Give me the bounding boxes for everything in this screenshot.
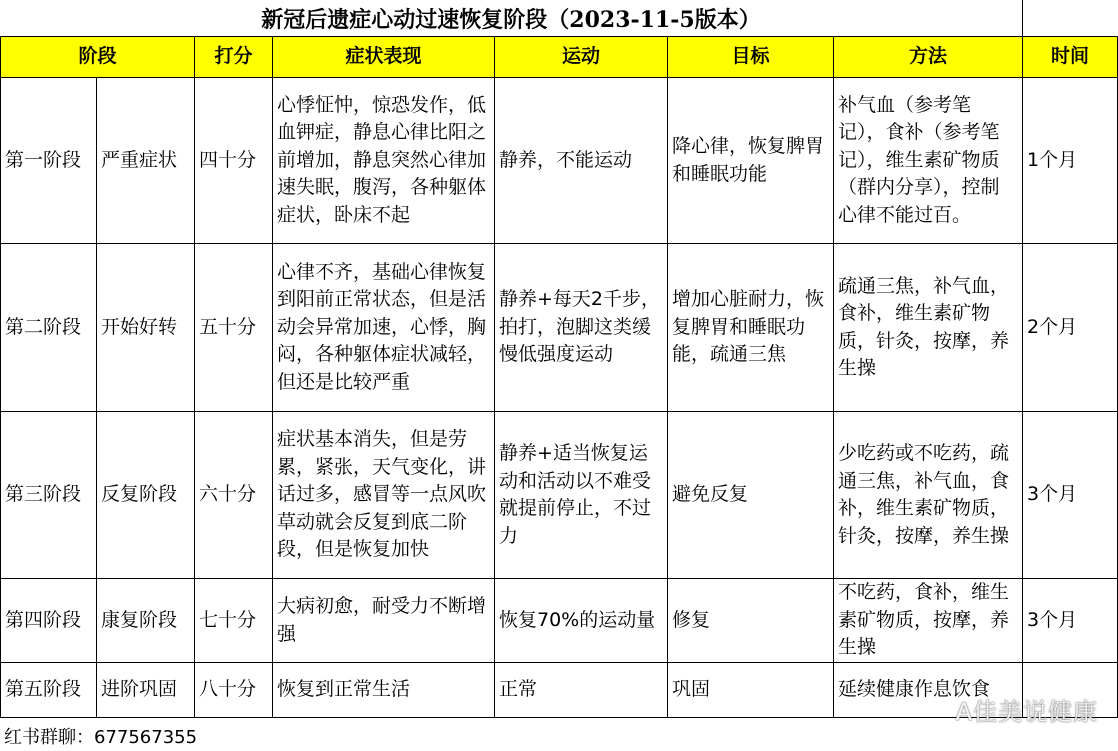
- table-row: [1, 663, 1118, 718]
- header-time: 时间: [1023, 37, 1118, 78]
- group-chat-note: 红书群聊：677567355: [4, 727, 198, 748]
- header-symptoms: 症状表现: [273, 37, 495, 78]
- cell-level: 反复阶段: [97, 412, 195, 579]
- cell-method: 少吃药或不吃药，疏通三焦，补气血，食补，维生素矿物质，针灸，按摩，养生操: [834, 412, 1023, 579]
- cell-symptoms: 症状基本消失，但是劳累，紧张，天气变化，讲话过多，感冒等一点风吹草动就会反复到底二阶段，但是恢复加快: [273, 412, 495, 579]
- cell-exercise: 静养+每天2千步，拍打，泡脚这类缓慢低强度运动: [495, 244, 668, 412]
- cell-time: 3个月: [1023, 412, 1118, 579]
- cell-score: 六十分: [195, 412, 273, 579]
- cell-goal: 巩固: [668, 663, 834, 718]
- cell-exercise: 正常: [495, 663, 668, 718]
- table-row: [1, 244, 1118, 412]
- cell-method: 疏通三焦，补气血，食补，维生素矿物质，针灸，按摩，养生操: [834, 244, 1023, 412]
- header-stage: 阶段: [1, 37, 195, 78]
- table-row: [1, 78, 1118, 244]
- cell-time: 3个月: [1023, 579, 1118, 663]
- watermark: A佳美说健康: [955, 698, 1098, 726]
- page-title: 新冠后遗症心动过速恢复阶段（2023-11-5版本）: [261, 6, 761, 33]
- cell-goal: 修复: [668, 579, 834, 663]
- cell-time: 2个月: [1023, 244, 1118, 412]
- cell-exercise: 静养，不能运动: [495, 78, 668, 244]
- cell-stage: 第三阶段: [1, 412, 97, 579]
- cell-stage: 第四阶段: [1, 579, 97, 663]
- cell-level: 开始好转: [97, 244, 195, 412]
- cell-stage: 第一阶段: [1, 78, 97, 244]
- cell-symptoms: 心律不齐，基础心律恢复到阳前正常状态，但是活动会异常加速，心悸，胸闷，各种躯体症状减轻，但还是比较严重: [273, 244, 495, 412]
- header-row: [1, 37, 1118, 78]
- cell-score: 五十分: [195, 244, 273, 412]
- header-goal: 目标: [668, 37, 834, 78]
- cell-exercise: 恢复70%的运动量: [495, 579, 668, 663]
- cell-symptoms: 恢复到正常生活: [273, 663, 495, 718]
- table-row: [1, 412, 1118, 579]
- cell-goal: 增加心脏耐力，恢复脾胃和睡眠功能，疏通三焦: [668, 244, 834, 412]
- table-row: [1, 579, 1118, 663]
- cell-method: 延续健康作息饮食: [834, 663, 1023, 718]
- title-divider: [1022, 0, 1023, 36]
- recovery-table: [0, 36, 1118, 718]
- cell-symptoms: 心悸怔忡，惊恐发作，低血钾症，静息心律比阳之前增加，静息突然心律加速失眠，腹泻，各种躯体症状，卧床不起: [273, 78, 495, 244]
- cell-level: 进阶巩固: [97, 663, 195, 718]
- cell-level: 康复阶段: [97, 579, 195, 663]
- cell-symptoms: 大病初愈，耐受力不断增强: [273, 579, 495, 663]
- header-method: 方法: [834, 37, 1023, 78]
- cell-score: 四十分: [195, 78, 273, 244]
- cell-goal: 降心律，恢复脾胃和睡眠功能: [668, 78, 834, 244]
- cell-stage: 第五阶段: [1, 663, 97, 718]
- cell-level: 严重症状: [97, 78, 195, 244]
- cell-method: 补气血（参考笔记），食补（参考笔记），维生素矿物质（群内分享），控制心律不能过百。: [834, 78, 1023, 244]
- cell-goal: 避免反复: [668, 412, 834, 579]
- title-row: [0, 0, 1118, 36]
- cell-method: 不吃药，食补，维生素矿物质，按摩，养生操: [834, 579, 1023, 663]
- header-exercise: 运动: [495, 37, 668, 78]
- header-score: 打分: [195, 37, 273, 78]
- cell-score: 八十分: [195, 663, 273, 718]
- cell-stage: 第二阶段: [1, 244, 97, 412]
- cell-score: 七十分: [195, 579, 273, 663]
- cell-time: 1个月: [1023, 78, 1118, 244]
- cell-exercise: 静养+适当恢复运动和活动以不难受就提前停止，不过力: [495, 412, 668, 579]
